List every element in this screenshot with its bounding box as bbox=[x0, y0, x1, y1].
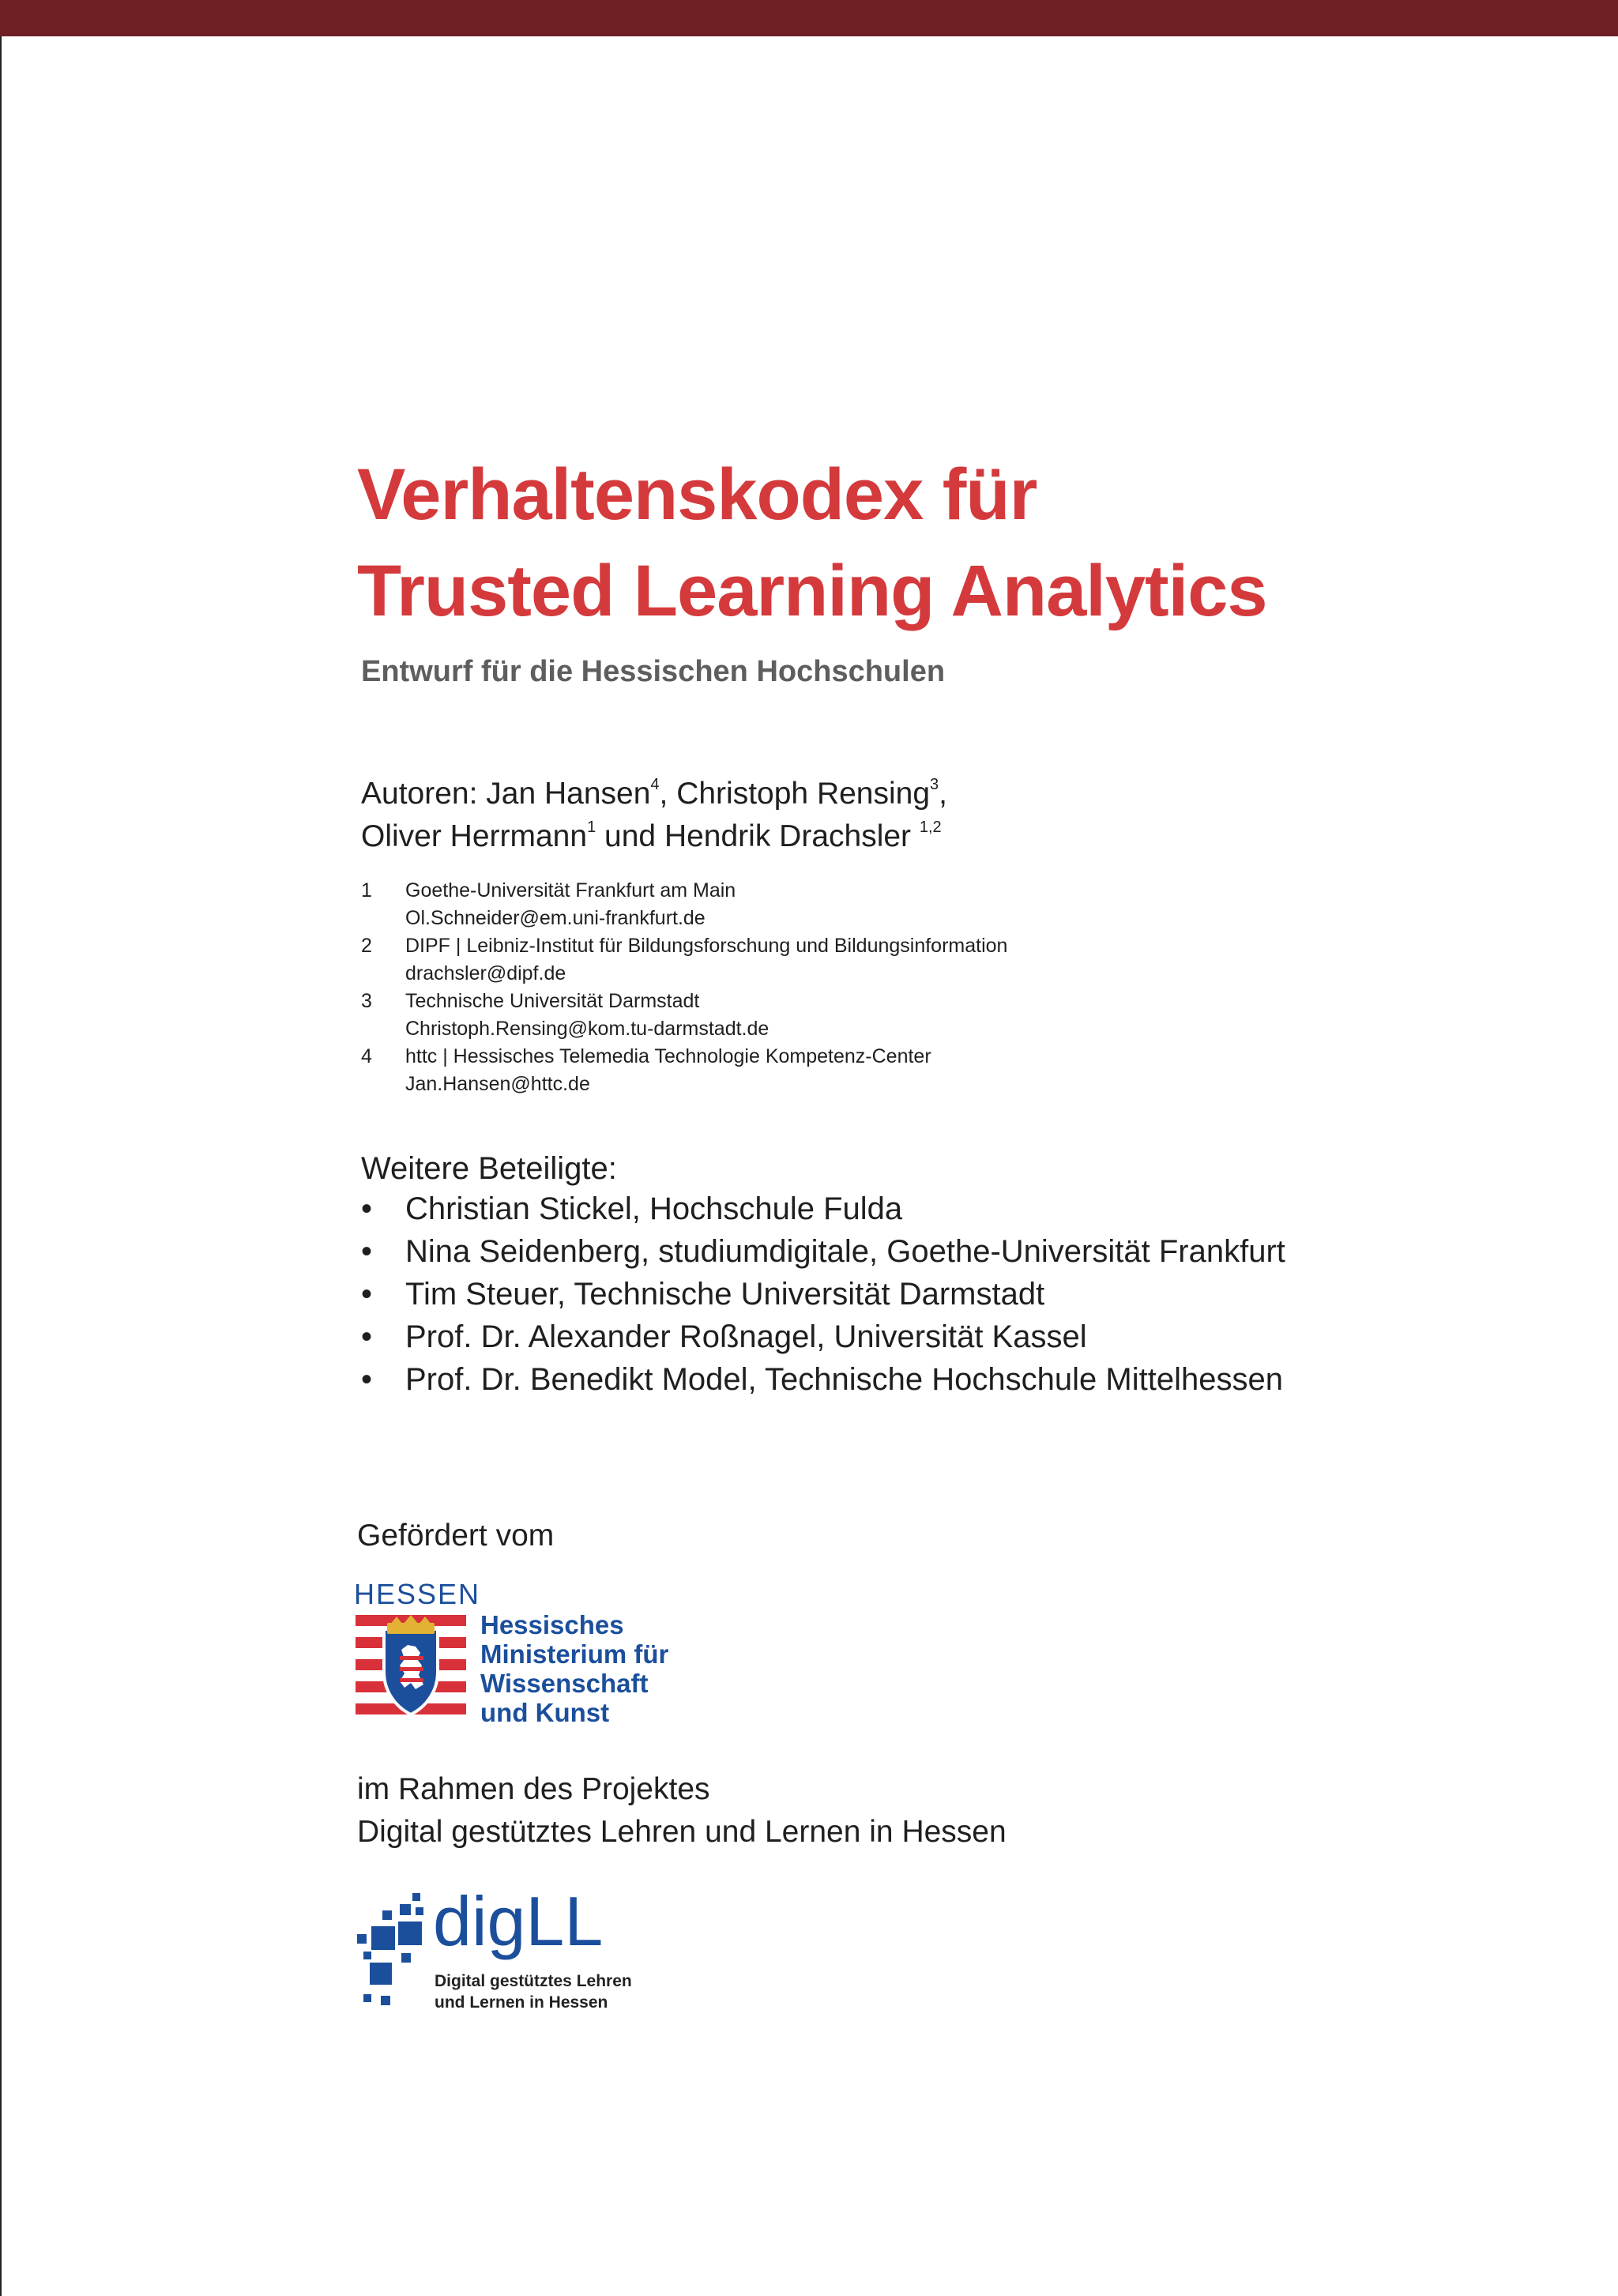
affiliation-number: 4 bbox=[361, 1045, 372, 1067]
authors-line-2 bbox=[361, 815, 947, 858]
digll-subtitle-line: und Lernen in Hessen bbox=[435, 1993, 608, 2012]
bullet-icon: • bbox=[361, 1362, 373, 1397]
authors-line-1 bbox=[361, 773, 947, 815]
affiliation-name: DIPF | Leibniz-Institut für Bildungsforschung und Bildungsinformation bbox=[405, 935, 1008, 957]
bullet-icon: • bbox=[361, 1277, 373, 1312]
affiliation-email: drachsler@dipf.de bbox=[405, 962, 566, 984]
funding-label: Gefördert vom bbox=[357, 1519, 555, 1553]
author-footnote-mark: 1,2 bbox=[919, 819, 942, 836]
contributor-text: Prof. Dr. Benedikt Model, Technische Hochschule Mittelhessen bbox=[405, 1362, 1283, 1397]
author-text: , bbox=[939, 777, 948, 811]
project-line: im Rahmen des Projektes bbox=[357, 1772, 710, 1806]
hessen-wordmark: HESSEN bbox=[354, 1578, 481, 1610]
ministry-line: Wissenschaft bbox=[480, 1669, 649, 1698]
affiliation-item bbox=[361, 1043, 1007, 1098]
author-footnote-mark: 1 bbox=[587, 819, 596, 836]
author-text: Oliver Herrmann bbox=[361, 819, 588, 853]
digll-logo-subtitle bbox=[435, 1970, 632, 2013]
hessen-coat-of-arms-icon bbox=[356, 1615, 466, 1726]
author-footnote-mark: 4 bbox=[650, 776, 660, 793]
affiliation-email: Christoph.Rensing@kom.tu-darmstadt.de bbox=[405, 1018, 769, 1040]
list-item bbox=[361, 1188, 1285, 1230]
project-line: Digital gestütztes Lehren und Lernen in Hessen bbox=[357, 1815, 1007, 1849]
bullet-icon: • bbox=[361, 1191, 373, 1226]
affiliation-item bbox=[361, 932, 1007, 988]
affiliation-email: Ol.Schneider@em.uni-frankfurt.de bbox=[405, 907, 706, 929]
contributors-heading: Weitere Beteiligte: bbox=[361, 1151, 617, 1186]
affiliation-email: Jan.Hansen@httc.de bbox=[405, 1073, 590, 1095]
project-statement bbox=[357, 1768, 1007, 1854]
list-item bbox=[361, 1230, 1285, 1273]
digll-logo-name: digLL bbox=[433, 1882, 604, 1960]
affiliation-number: 3 bbox=[361, 990, 372, 1012]
contributor-text: Nina Seidenberg, studiumdigitale, Goethe-Universität Frankfurt bbox=[405, 1234, 1285, 1269]
digll-subtitle-line: Digital gestütztes Lehren bbox=[435, 1972, 632, 1990]
authors-block bbox=[361, 773, 947, 858]
affiliation-name: httc | Hessisches Telemedia Technologie Kompetenz-Center bbox=[405, 1045, 931, 1067]
ministry-line: Ministerium für bbox=[480, 1639, 669, 1669]
affiliation-number: 1 bbox=[361, 879, 372, 901]
author-text: Autoren: Jan Hansen bbox=[361, 777, 651, 811]
list-item bbox=[361, 1273, 1285, 1315]
title-line-1: Verhaltenskodex für bbox=[357, 454, 1037, 535]
author-footnote-mark: 3 bbox=[930, 776, 939, 793]
document-title bbox=[357, 446, 1267, 639]
affiliation-item bbox=[361, 988, 1007, 1043]
document-subtitle: Entwurf für die Hessischen Hochschulen bbox=[361, 655, 946, 688]
author-text: , Christoph Rensing bbox=[659, 777, 931, 811]
contributors-list bbox=[361, 1188, 1285, 1401]
affiliation-name: Goethe-Universität Frankfurt am Main bbox=[405, 879, 736, 901]
contributor-text: Christian Stickel, Hochschule Fulda bbox=[405, 1191, 903, 1226]
affiliations-list bbox=[361, 877, 1007, 1098]
affiliation-number: 2 bbox=[361, 935, 372, 957]
bullet-icon: • bbox=[361, 1234, 373, 1269]
digll-pixel-logo-icon bbox=[356, 1893, 431, 2012]
list-item bbox=[361, 1315, 1285, 1358]
ministry-name bbox=[480, 1610, 668, 1727]
list-item bbox=[361, 1358, 1285, 1401]
contributor-text: Prof. Dr. Alexander Roßnagel, Universität Kassel bbox=[405, 1319, 1087, 1354]
bullet-icon: • bbox=[361, 1319, 373, 1354]
author-text: und Hendrik Drachsler bbox=[596, 819, 920, 853]
title-line-2: Trusted Learning Analytics bbox=[357, 551, 1267, 631]
contributor-text: Tim Steuer, Technische Universität Darmstadt bbox=[405, 1277, 1045, 1312]
ministry-line: Hessisches bbox=[480, 1610, 624, 1639]
affiliation-name: Technische Universität Darmstadt bbox=[405, 990, 700, 1012]
page-left-border bbox=[0, 36, 2, 2296]
ministry-line: und Kunst bbox=[480, 1698, 610, 1727]
affiliation-item bbox=[361, 877, 1007, 932]
top-color-bar bbox=[0, 0, 1618, 36]
